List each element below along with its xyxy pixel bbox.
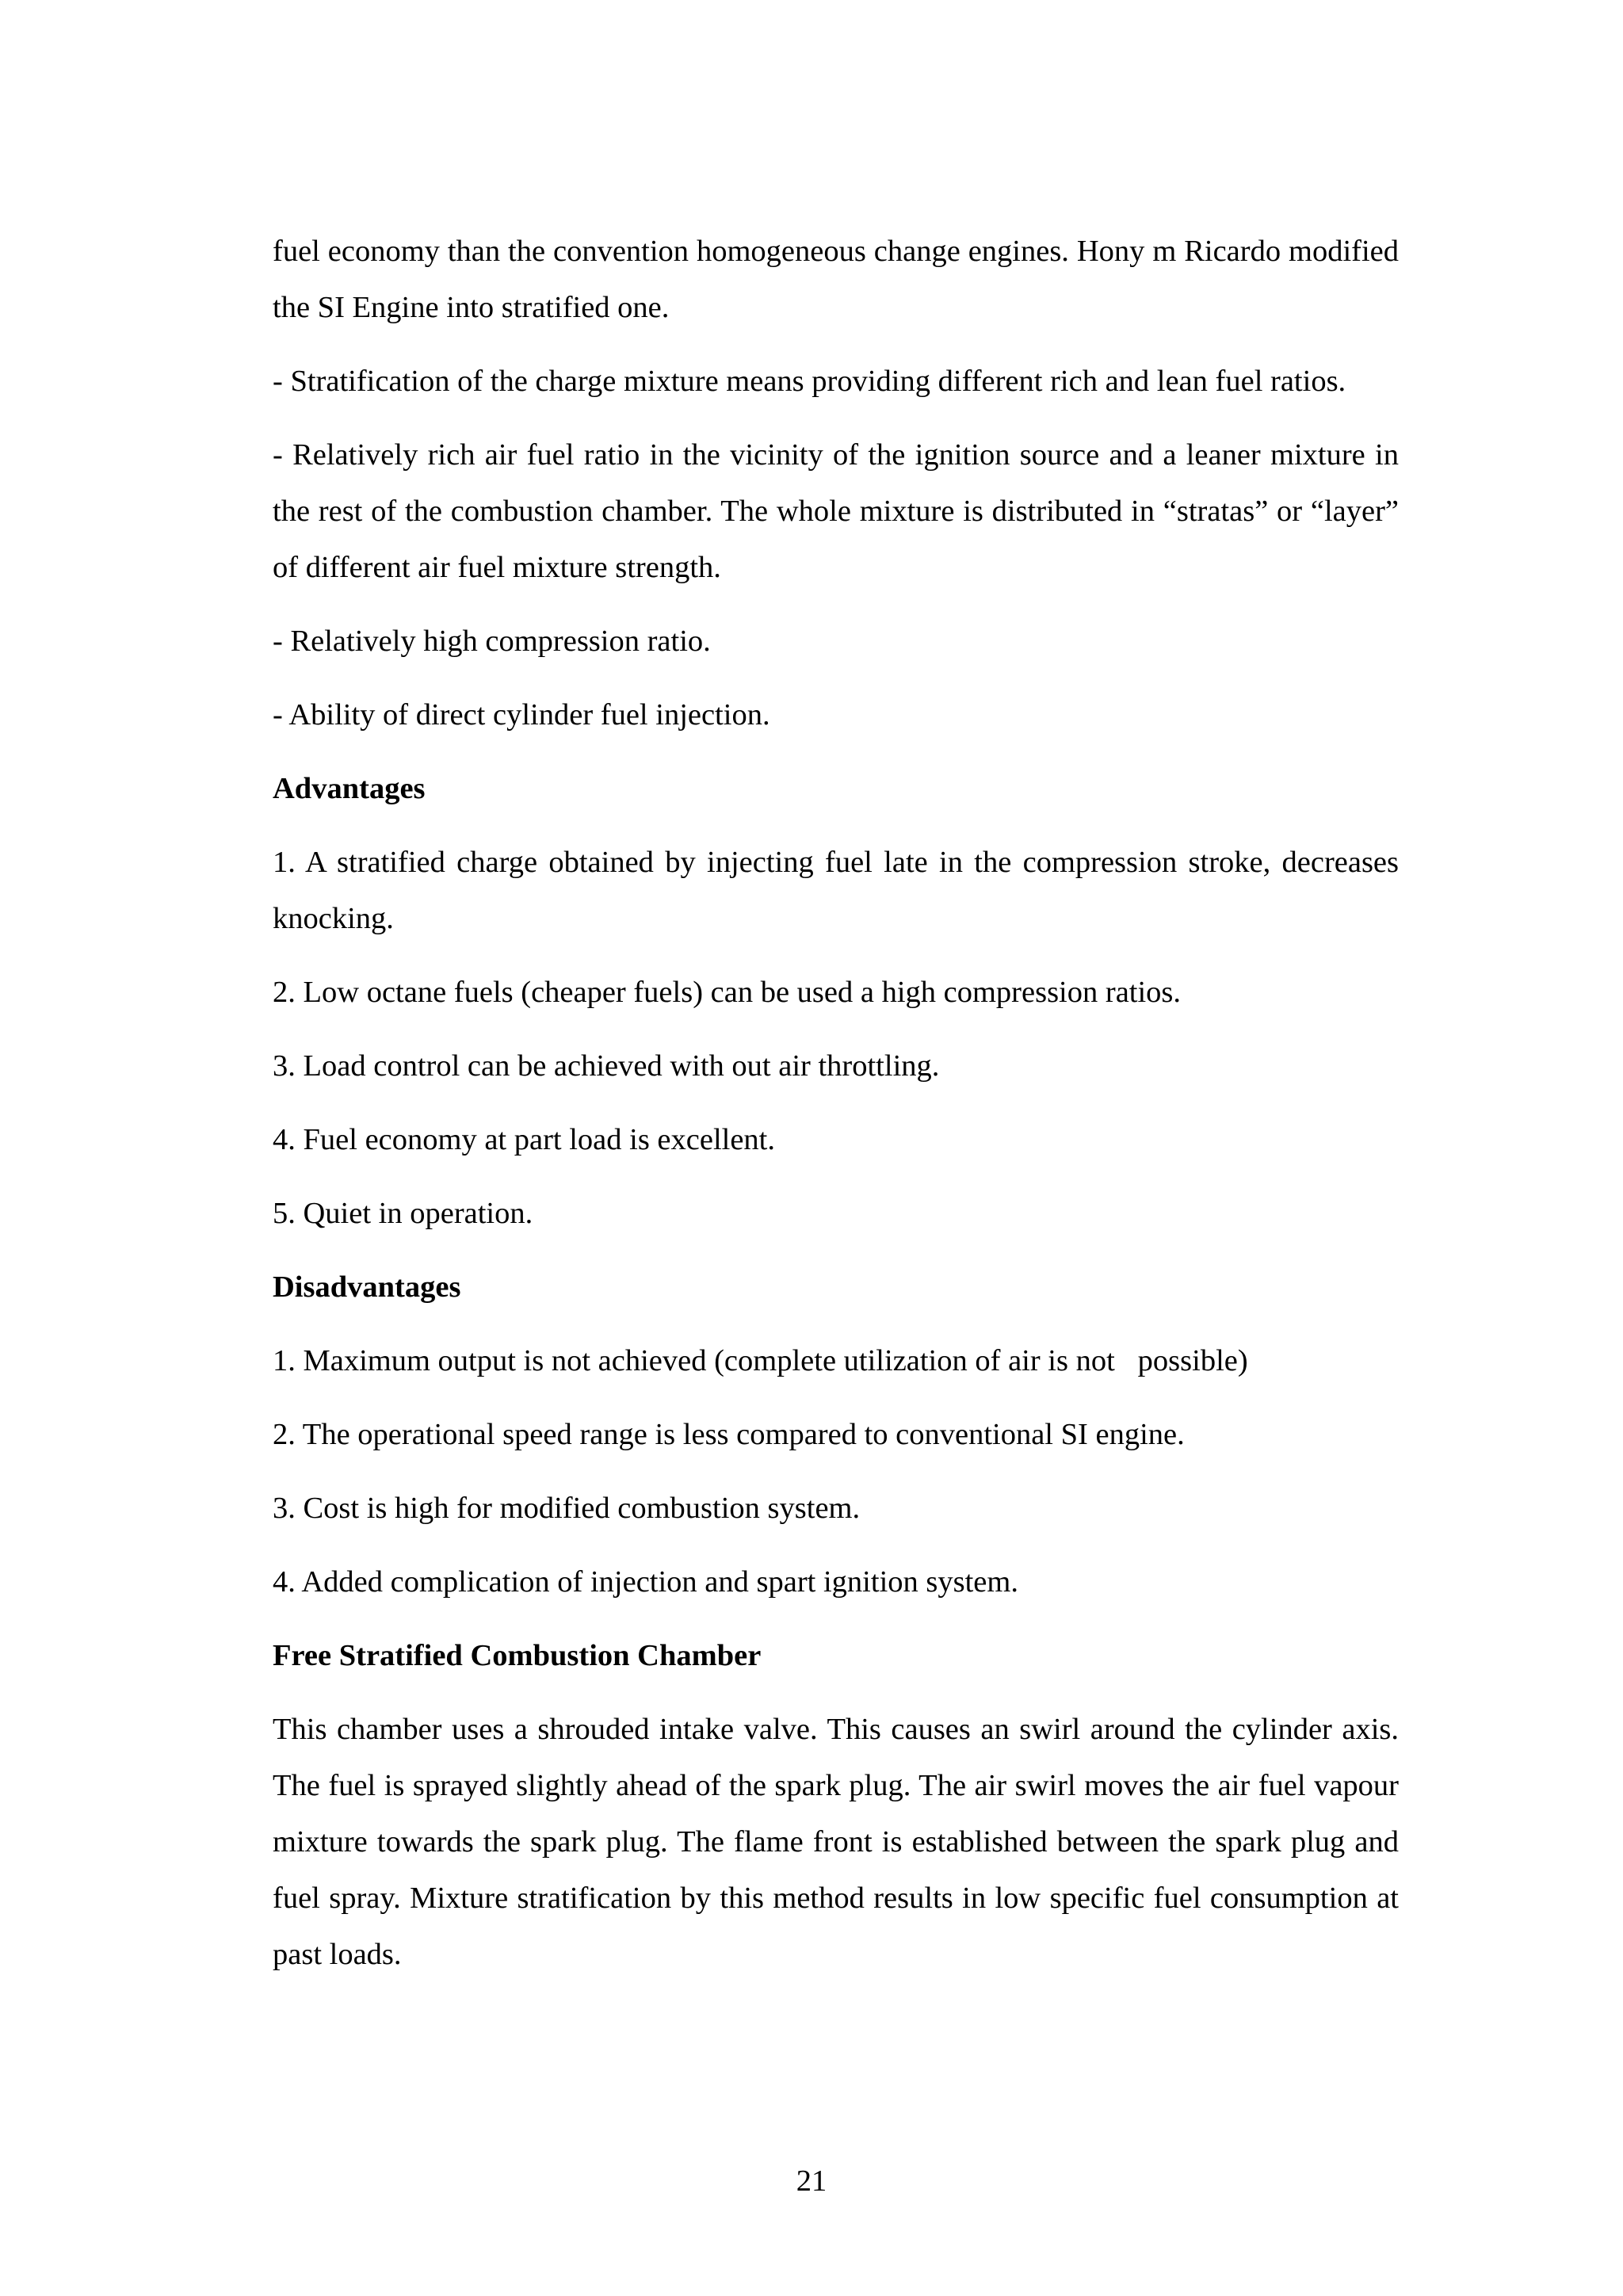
disadvantages-heading: Disadvantages — [273, 1270, 461, 1304]
page-body — [273, 223, 1399, 2000]
stratification-definition: - Stratification of the charge mixture means providing different rich and lean fuel ratios. — [273, 365, 1346, 398]
intro-paragraph: fuel economy than the convention homogeneous change engines. Hony m Ricardo modified the SI Engine into stratified one. — [273, 235, 1399, 324]
advantage-item: 4. Fuel economy at part load is excellent. — [273, 1123, 775, 1156]
advantage-item: 5. Quiet in operation. — [273, 1197, 533, 1230]
disadvantage-item: 3. Cost is high for modified combustion system. — [273, 1492, 861, 1525]
disadvantage-item: 2. The operational speed range is less compared to conventional SI engine. — [273, 1418, 1185, 1451]
free-stratified-body: This chamber uses a shrouded intake valve. This causes an swirl around the cylinder axis. The fuel is sprayed slightly ahead of the spark plug. The air swirl moves the air fuel vapour mixture towards the spark plug. The flame front is established between the spark plug and fuel spray. Mixture stratification by this method results in low specific fuel consumption at past loads. — [273, 1713, 1399, 1971]
advantage-item: 3. Load control can be achieved with out air throttling. — [273, 1049, 940, 1083]
rich-mixture-point: - Relatively rich air fuel ratio in the vicinity of the ignition source and a leaner mixture in the rest of the combustion chamber. The whole mixture is distributed in “stratas” or “layer” of different air fuel mixture strength. — [273, 438, 1399, 584]
page-number: 21 — [796, 2164, 827, 2198]
free-stratified-heading: Free Stratified Combustion Chamber — [273, 1639, 762, 1672]
advantages-heading: Advantages — [273, 772, 426, 805]
advantage-item: 2. Low octane fuels (cheaper fuels) can be used a high compression ratios. — [273, 976, 1182, 1009]
direct-injection-point: - Ability of direct cylinder fuel injection. — [273, 698, 770, 732]
disadvantage-item: 1. Maximum output is not achieved (complete utilization of air is not possible) — [273, 1344, 1248, 1377]
advantage-item: 1. A stratified charge obtained by injecting fuel late in the compression stroke, decreases knocking. — [273, 846, 1399, 935]
compression-ratio-point: - Relatively high compression ratio. — [273, 625, 711, 658]
disadvantage-item: 4. Added complication of injection and spart ignition system. — [273, 1565, 1018, 1599]
